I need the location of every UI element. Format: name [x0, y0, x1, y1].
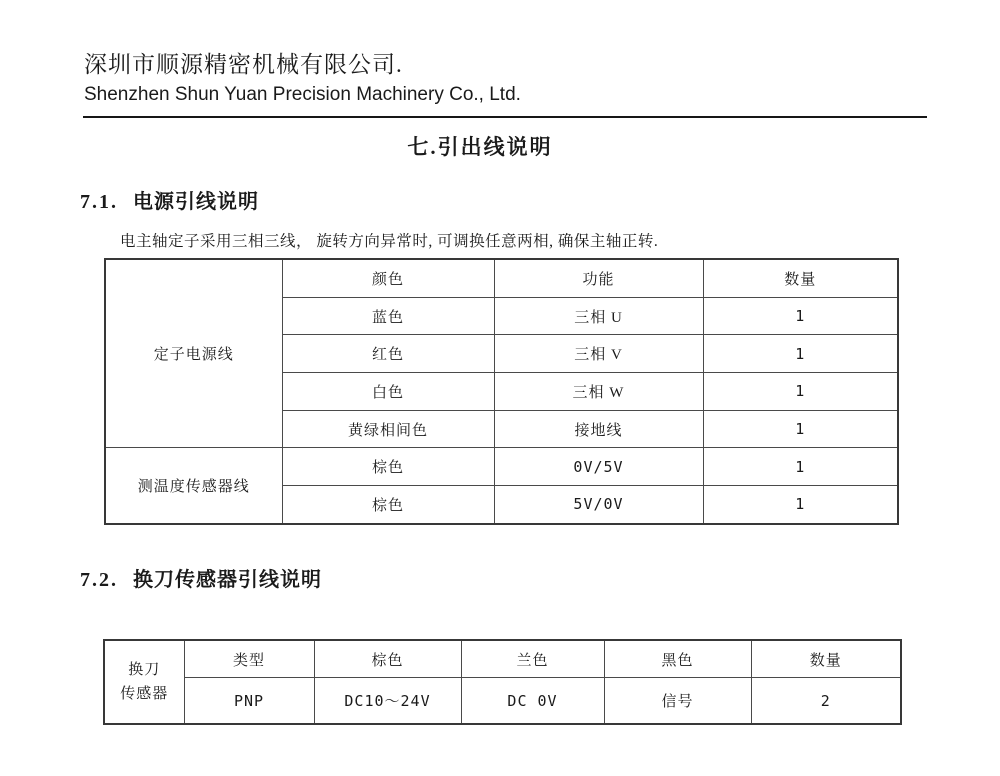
- table-cell: 1: [703, 486, 898, 524]
- sensor-table-group-line1: 换刀: [128, 662, 161, 678]
- power-table-header-function: 功能: [494, 259, 703, 297]
- section-7-1-number: 7.1.: [80, 191, 118, 213]
- table-cell: 2: [751, 678, 901, 725]
- table-cell: 棕色: [282, 448, 494, 486]
- sensor-table-header-black: 黑色: [604, 640, 751, 678]
- table-cell: PNP: [184, 678, 314, 725]
- table-cell: 信号: [604, 678, 751, 725]
- table-cell: 1: [703, 297, 898, 335]
- section-7-1-title: 电源引线说明: [133, 191, 259, 213]
- sensor-table-header-blue: 兰色: [461, 640, 604, 678]
- sensor-table-group-line2: 传感器: [120, 686, 169, 702]
- table-cell: 1: [703, 335, 898, 373]
- table-cell: 三相 U: [494, 297, 703, 335]
- section-7-2-heading: [80, 563, 322, 592]
- sensor-table-header-quantity: 数量: [751, 640, 901, 678]
- table-cell: 红色: [282, 335, 494, 373]
- sensor-table-header-type: 类型: [184, 640, 314, 678]
- power-table-header-quantity: 数量: [703, 259, 898, 297]
- header-divider: [83, 116, 927, 118]
- power-lead-table: [104, 258, 899, 525]
- table-row: [104, 640, 901, 678]
- table-cell: 1: [703, 448, 898, 486]
- table-cell: 接地线: [494, 410, 703, 448]
- table-cell: 1: [703, 373, 898, 411]
- sensor-table-header-brown: 棕色: [314, 640, 461, 678]
- sensor-table-group-label: [104, 640, 184, 724]
- table-cell: DC10～24V: [314, 678, 461, 725]
- table-cell: DC 0V: [461, 678, 604, 725]
- table-cell: 黄绿相间色: [282, 410, 494, 448]
- power-table-header-color: 颜色: [282, 259, 494, 297]
- table-cell: 棕色: [282, 486, 494, 524]
- table-row: [105, 259, 898, 297]
- section-7-1-heading: [80, 185, 259, 214]
- table-cell: 1: [703, 410, 898, 448]
- table-cell: 三相 V: [494, 335, 703, 373]
- table-row: [104, 678, 901, 725]
- table-cell: 0V/5V: [494, 448, 703, 486]
- company-name-en: Shenzhen Shun Yuan Precision Machinery Co., Ltd.: [84, 84, 521, 105]
- table-row: [105, 448, 898, 486]
- table-cell: 5V/0V: [494, 486, 703, 524]
- section-7-2-number: 7.2.: [80, 569, 118, 591]
- tool-sensor-lead-table: [103, 639, 902, 725]
- table-cell: 白色: [282, 373, 494, 411]
- power-table-group-temp-sensor: 测温度传感器线: [105, 448, 282, 524]
- section-7-1-intro: 电主轴定子采用三相三线， 旋转方向异常时, 可调换任意两相, 确保主轴正转.: [120, 233, 659, 250]
- table-cell: 三相 W: [494, 373, 703, 411]
- table-cell: 蓝色: [282, 297, 494, 335]
- company-name-cn: 深圳市顺源精密机械有限公司.: [84, 52, 403, 77]
- section-7-2-title: 换刀传感器引线说明: [133, 569, 322, 591]
- page-title: 七.引出线说明: [407, 135, 553, 159]
- power-table-group-stator: 定子电源线: [105, 259, 282, 448]
